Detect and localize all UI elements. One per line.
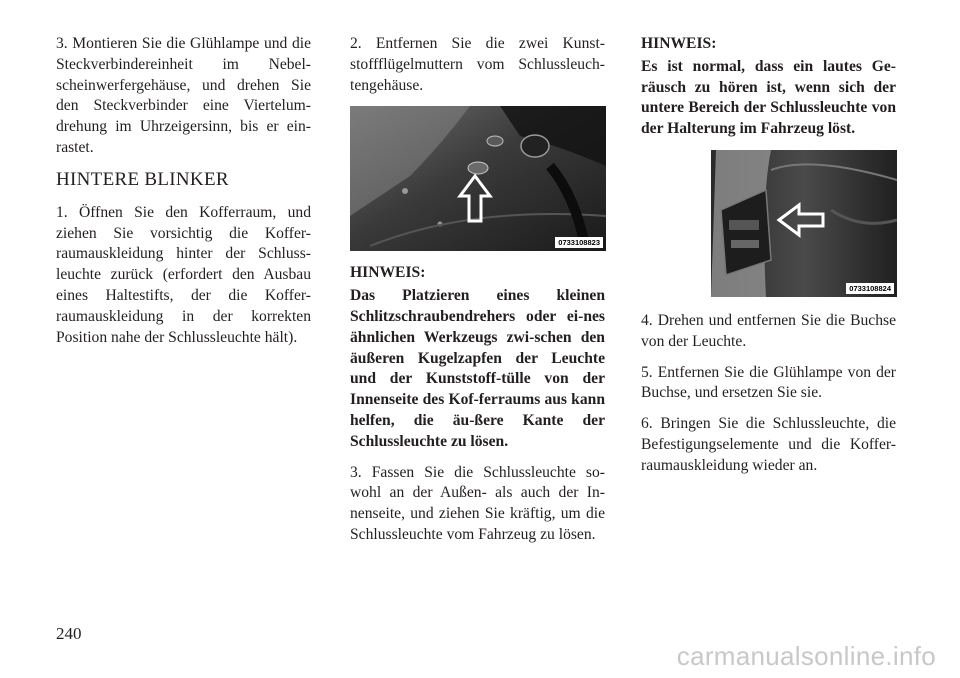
step-3-mount-bulb: 3. Montieren Sie die Glühlampe und die Steckverbindereinheit im Nebel-scheinwerfergehäuse, und drehen Sie den Steckverbinder eine Viertelum-drehung im Uhrzeigersinn, bis er ein-rastet. xyxy=(56,35,311,156)
watermark: carmanualsonline.info xyxy=(676,641,936,671)
note-heading: HINWEIS: xyxy=(350,264,426,282)
trunk-liner-photo xyxy=(350,106,606,251)
trunk-liner-photo-graphic xyxy=(350,106,606,251)
figure-code-label: 0733108823 xyxy=(555,237,603,248)
step-4-remove-socket: 4. Drehen und entfernen Sie die Buchse von der Leuchte. xyxy=(641,311,896,350)
column-middle xyxy=(350,34,605,556)
column-left xyxy=(56,34,311,358)
step-5-replace-bulb: 5. Entfernen Sie die Glühlampe von der Buchse, und ersetzen Sie sie. xyxy=(641,363,896,402)
note-heading: HINWEIS: xyxy=(641,35,717,52)
section-heading-rear-turn-signals: HINTERE BLINKER xyxy=(56,168,229,190)
step-6-reinstall: 6. Bringen Sie die Schlussleuchte, die Befestigungselemente und die Koffer-raumauskleidung wieder an. xyxy=(641,415,896,474)
note-screwdriver-tip: Das Platzieren eines kleinen Schlitzschraubendrehers oder ei-nes ähnlichen Werkzeugs zwi-schen den äußeren Kugelzapfen der Leuchte und der Kunststoff-tülle von der Innenseite des Kof-ferraums aus kann helfen, die äu-ßere Kante der Schlussleuchte zu lösen. xyxy=(350,287,605,450)
figure-code-label: 0733108824 xyxy=(846,283,894,294)
step-2-remove-nuts: 2. Entfernen Sie die zwei Kunst-stoffflügelmuttern vom Schlussleuch-tengehäuse. xyxy=(350,35,605,94)
step-3-grasp-lamp: 3. Fassen Sie die Schlussleuchte so-wohl an der Außen- als auch der In-nenseite, und ziehen Sie kräftig, um die Schlussleuchte vom Fahrzeug zu lösen. xyxy=(350,463,605,543)
page-number: 240 xyxy=(56,624,82,643)
step-1-open-trunk: 1. Öffnen Sie den Kofferraum, und ziehen Sie vorsichtig die Koffer-raumauskleidung hinter der Schluss-leuchte zurück (erfordert den Ausbau eines Haltestifts, der die Koffer-raumauskleidung in der korrekten Position nahe der Schlussleuchte hält). xyxy=(56,203,311,346)
column-right xyxy=(641,34,896,487)
tail-lamp-photo-graphic xyxy=(711,150,897,297)
note-loud-noise: Es ist normal, dass ein lautes Ge-räusch zu hören ist, wenn sich der untere Bereich der Schlussleuchte von der Halterung im Fahrzeug löst. xyxy=(641,57,896,138)
tail-lamp-photo xyxy=(711,150,897,297)
